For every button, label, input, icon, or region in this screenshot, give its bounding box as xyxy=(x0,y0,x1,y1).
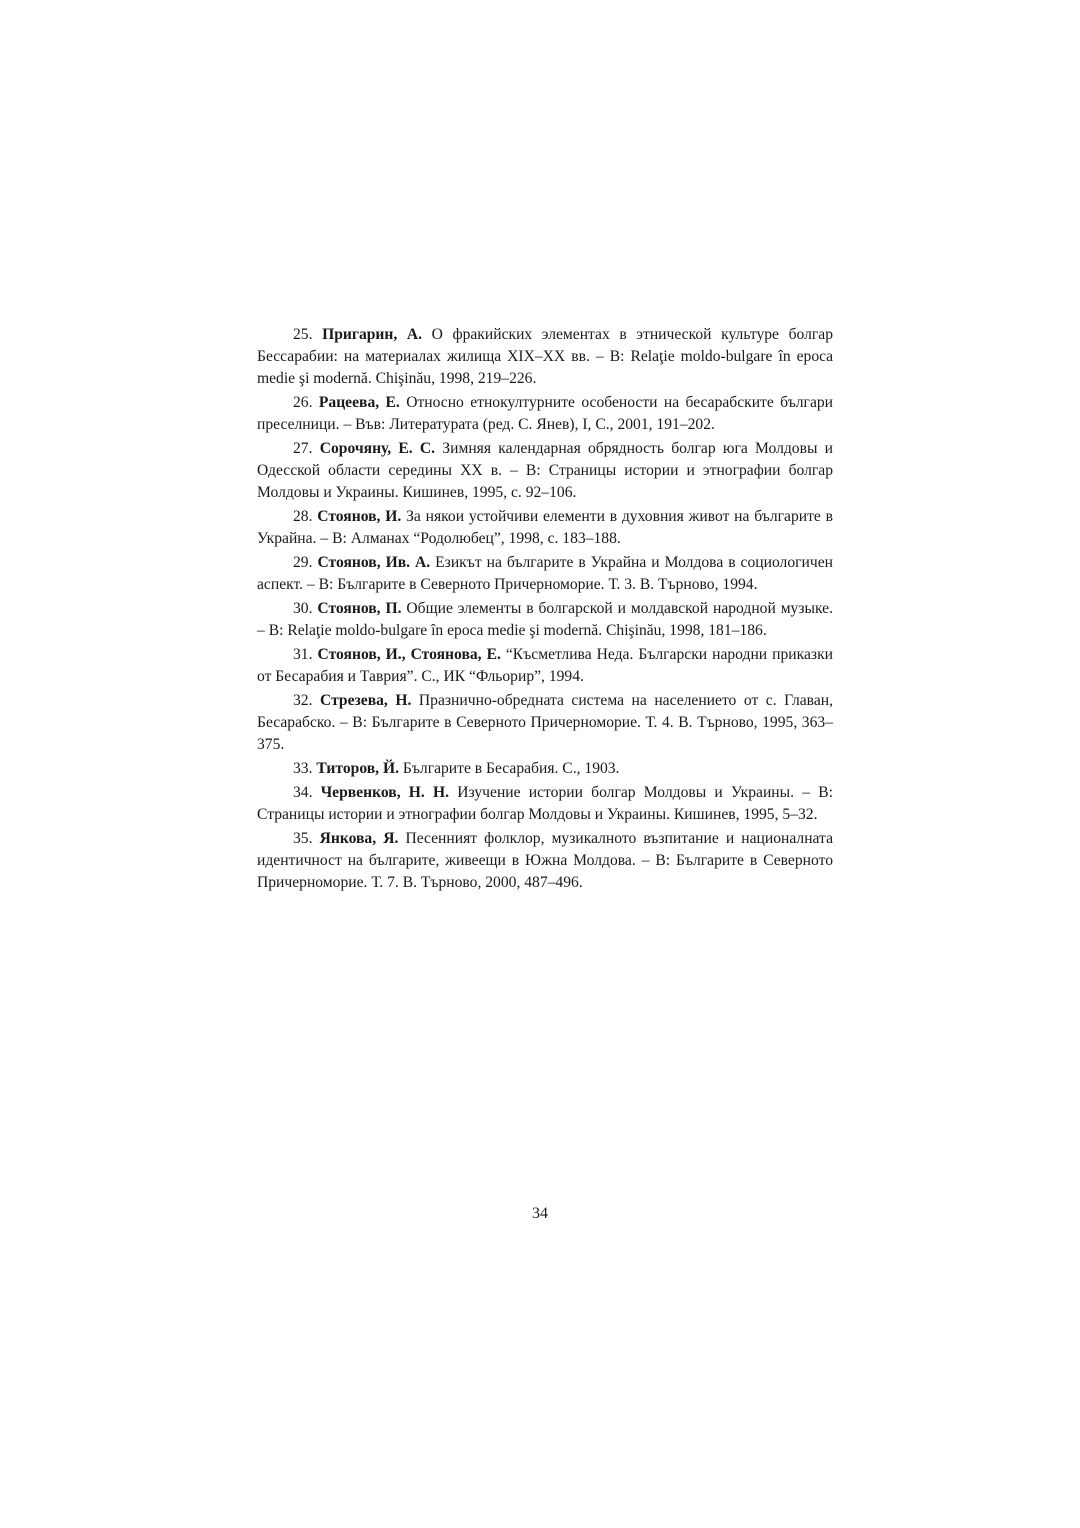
reference-text: Зимняя календарная обрядность болгар юга Молдовы и Одесской области середины XX в. – В: Страницы истории и этнографии болгар Молдовы и Украины. Кишинев, 1995, с. 92–106. xyxy=(257,440,833,501)
reference-number: 29. xyxy=(293,554,313,571)
reference-item xyxy=(257,598,833,642)
reference-item xyxy=(257,324,833,390)
reference-text: Празнично-обредната система на населението от с. Главан, Бесарабско. – В: Българите в Северното Причерноморие. Т. 4. В. Търново, 1995, 363–375. xyxy=(257,692,833,753)
reference-number: 26. xyxy=(293,394,313,411)
reference-number: 25. xyxy=(293,326,313,343)
reference-author: Стоянов, И., Стоянова, Е. xyxy=(317,646,501,663)
reference-number: 32. xyxy=(293,692,313,709)
reference-item xyxy=(257,690,833,756)
reference-number: 34. xyxy=(293,784,313,801)
reference-number: 30. xyxy=(293,600,313,617)
reference-author: Титоров, Й. xyxy=(316,760,399,777)
reference-item xyxy=(257,782,833,826)
reference-text: Изучение истории болгар Молдовы и Украины. – В: Страницы истории и этнографии болгар Молдовы и Украины. Кишинев, 1995, 5–32. xyxy=(257,784,833,823)
reference-number: 33. xyxy=(293,760,313,777)
reference-text: За някои устойчиви елементи в духовния живот на българите в Украйна. – В: Алманах “Родолюбец”, 1998, с. 183–188. xyxy=(257,508,833,547)
reference-item xyxy=(257,758,833,780)
reference-author: Рацеева, Е. xyxy=(318,394,400,411)
reference-author: Стрезева, Н. xyxy=(320,692,412,709)
reference-number: 31. xyxy=(293,646,313,663)
reference-author: Янкова, Я. xyxy=(319,830,399,847)
reference-item xyxy=(257,552,833,596)
reference-author: Стоянов, И. xyxy=(317,508,402,525)
page-number: 34 xyxy=(532,1205,548,1222)
reference-text: Езикът на българите в Украйна и Молдова в социологичен аспект. – В: Българите в Северното Причерноморие. Т. 3. В. Търново, 1994. xyxy=(257,554,833,593)
reference-number: 27. xyxy=(293,440,313,457)
reference-text: “Късметлива Неда. Български народни приказки от Бесарабия и Таврия”. С., ИК “Фльорир”, 1994. xyxy=(257,646,833,685)
reference-item xyxy=(257,392,833,436)
reference-author: Пригарин, А. xyxy=(322,326,423,343)
reference-author: Сорочяну, Е. С. xyxy=(319,440,436,457)
reference-number: 35. xyxy=(293,830,313,847)
reference-item xyxy=(257,828,833,894)
reference-text: Общие элементы в болгарской и молдавской народной музыке. – В: Relaţie moldo-bulgare în epoca medie şi modernă. Chişinău, 1998, 181–186. xyxy=(257,600,834,639)
reference-item xyxy=(257,506,833,550)
reference-text: Песенният фолклор, музикалното възпитание и националната идентичност на българите, живеещи в Южна Молдова. – В: Българите в Северното Причерноморие. Т. 7. В. Търново, 2000, 487–496. xyxy=(257,830,833,891)
reference-number: 28. xyxy=(293,508,313,525)
reference-item xyxy=(257,438,833,504)
reference-text: Българите в Бесарабия. С., 1903. xyxy=(402,760,620,777)
reference-list xyxy=(257,324,833,896)
reference-author: Червенков, Н. Н. xyxy=(320,784,450,801)
reference-author: Стоянов, П. xyxy=(317,600,402,617)
reference-text: Относно етнокултурните особености на бесарабските българи преселници. – Във: Литературата (ред. С. Янев), I, С., 2001, 191–202. xyxy=(257,394,834,433)
reference-text: О фракийских элементах в этнической культуре болгар Бессарабии: на материалах жилища XIX–XX вв. – В: Relaţie moldo-bulgare în epoca medie şi modernă. Chişinău, 1998, 219–226. xyxy=(257,326,833,387)
reference-item xyxy=(257,644,833,688)
reference-author: Стоянов, Ив. А. xyxy=(317,554,431,571)
